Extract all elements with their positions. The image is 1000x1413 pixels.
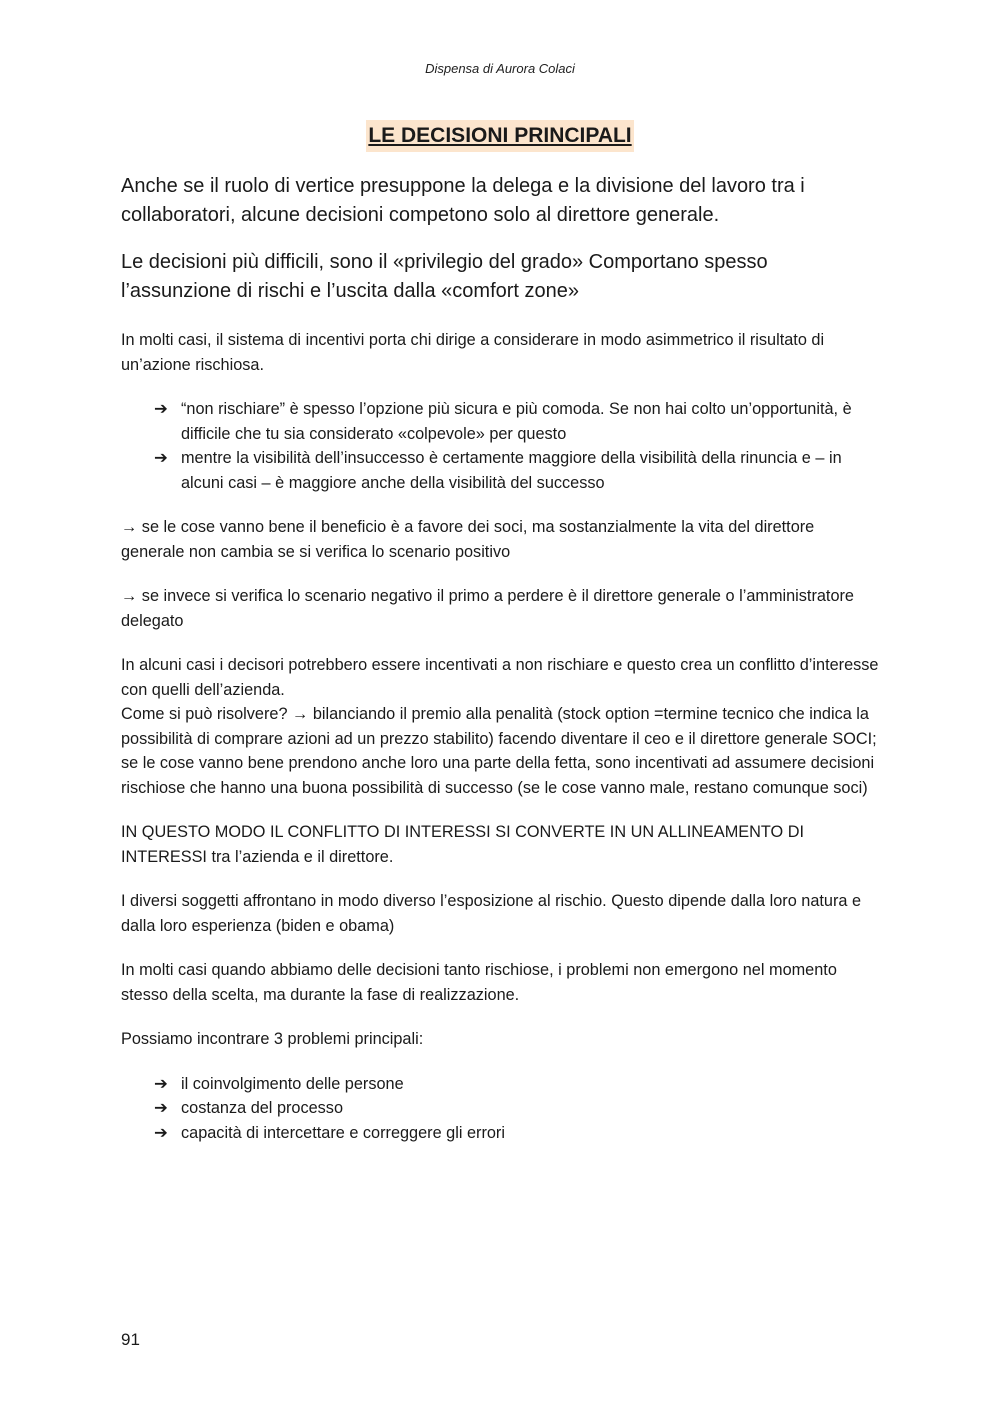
list-item [154,446,881,495]
page-header: Dispensa di Aurora Colaci [425,61,575,76]
paragraph-implementation: In molti casi quando abbiamo delle decisioni tanto rischiose, i problemi non emergono nel momento stesso della scelta, ma durante la fase di realizzazione. [121,961,837,1004]
paragraph-conflict: In alcuni casi i decisori potrebbero essere incentivati a non rischiare e questo crea un conflitto d’interesse con quelli dell’azienda. [121,656,879,699]
bullet-list-risk [121,397,881,495]
arrow-right-icon: ➔ [154,1074,168,1093]
lead-paragraph-2: Le decisioni più difficili, sono il «privilegio del grado» Comportano spesso l’assunzione di rischi e l’uscita dalla «comfort zone» [121,251,768,302]
bullet-list-problems [121,1072,881,1146]
paragraph-incentives: In molti casi, il sistema di incentivi porta chi dirige a considerare in modo asimmetrico il risultato di un’azione rischiosa. [121,331,825,374]
list-item-text: capacità di intercettare e correggere gli errori [181,1123,505,1142]
paragraph-problems-intro: Possiamo incontrare 3 problemi principali: [121,1030,424,1048]
list-item [154,397,881,446]
document-body [121,172,881,1165]
list-item [154,1096,881,1121]
page-title: LE DECISIONI PRINCIPALI [366,120,633,152]
list-item-text: “non rischiare” è spesso l’opzione più sicura e più comoda. Se non hai colto un’opportunità, è difficile che tu sia considerato «colpevole» per questo [181,400,852,443]
arrow-right-icon: ➔ [154,449,168,467]
page-number: 91 [121,1330,140,1349]
list-item-text: il coinvolgimento delle persone [181,1074,404,1093]
paragraph-risk-exposure: I diversi soggetti affrontano in modo diverso l’esposizione al rischio. Questo dipende dalla loro natura e dalla loro esperienza (biden e obama) [121,892,862,935]
paragraph-negative-scenario: → se invece si verifica lo scenario negativo il primo a perdere è il direttore generale o l’amministratore delegato [121,587,854,630]
lead-paragraph-1: Anche se il ruolo di vertice presuppone la delega e la divisione del lavoro tra i collaboratori, alcune decisioni competono solo al direttore generale. [121,175,805,226]
paragraph-solution: Come si può risolvere? → bilanciando il premio alla penalità (stock option =termine tecnico che indica la possibilità di comprare azioni ad un prezzo stabilito) facendo diventare il ceo e il direttore generale SOCI; se le cose vanno bene prendono anche loro una parte della fetta, sono incentivati ad assumere decisioni rischiose che hanno una buona possibilità di successo (se le cose vanno male, restano comunque soci) [121,705,877,797]
paragraph-alignment: IN QUESTO MODO IL CONFLITTO DI INTERESSI SI CONVERTE IN UN ALLINEAMENTO DI INTERESSI tra l’azienda e il direttore. [121,823,805,866]
arrow-right-icon: ➔ [154,1099,168,1117]
list-item [154,1072,881,1097]
list-item-text: mentre la visibilità dell’insuccesso è certamente maggiore della visibilità della rinuncia e – in alcuni casi – è maggiore anche della visibilità del successo [181,449,842,492]
arrow-right-icon: ➔ [154,400,168,418]
list-item-text: costanza del processo [181,1099,344,1117]
title-container [0,120,1000,152]
paragraph-positive-scenario: → se le cose vanno bene il beneficio è a favore dei soci, ma sostanzialmente la vita del direttore generale non cambia se si verifica lo scenario positivo [121,518,815,561]
arrow-right-icon: ➔ [154,1123,168,1142]
list-item [154,1121,881,1146]
